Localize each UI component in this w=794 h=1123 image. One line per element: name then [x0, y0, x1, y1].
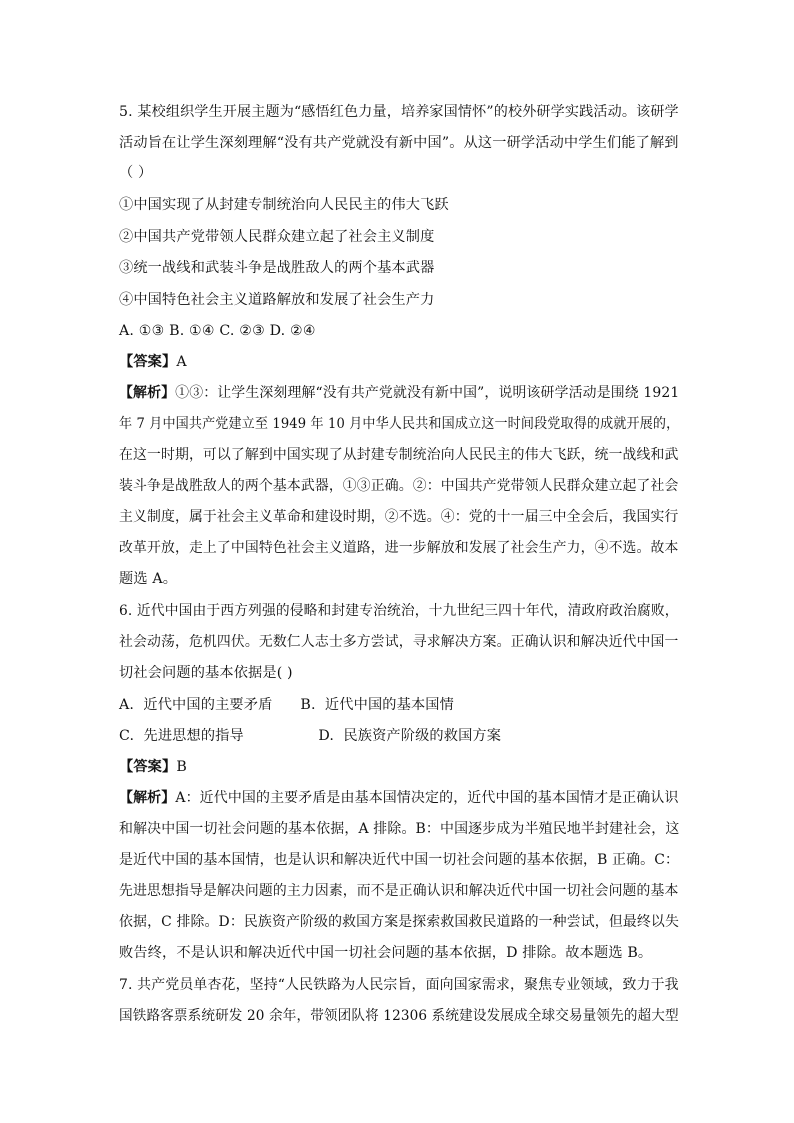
- q5-analysis-line: 在这一时期，可以了解到中国实现了从封建专制统治向人民民主的伟大飞跃，统一战线和武: [119, 447, 679, 463]
- q7-stem-line: 国铁路客票系统研发 20 余年，带领团队将 12306 系统建设发展成全球交易量领先的超大型: [119, 1008, 679, 1024]
- answer-value: B: [176, 759, 187, 775]
- q6-options-row: A. 近代中国的主要矛盾 B. 近代中国的基本国情: [119, 697, 454, 713]
- q6-analysis-line: 依据，C 排除。D：民族资产阶级的救国方案是探索救国救民道路的一种尝试，但最终以失: [119, 914, 680, 930]
- analysis-tag: 【解析】: [119, 790, 176, 806]
- q6-answer: [119, 757, 679, 777]
- q5-analysis-line: 年 7 月中国共产党建立至 1949 年 10 月中华人民共和国成立这一时间段党取得的成就开展的，: [119, 416, 680, 432]
- answer-value: A: [176, 354, 187, 370]
- q6-stem-line: 切社会问题的基本依据是( ): [119, 665, 293, 681]
- analysis-tag: 【解析】: [119, 385, 176, 401]
- q7-stem-line: 7. 共产党员单杏花，坚持“人民铁路为人民宗旨，面向国家需求，聚焦专业领域，致力于我: [119, 977, 679, 993]
- q6-analysis-line: [119, 788, 679, 808]
- q5-stem-line: 5. 某校组织学生开展主题为“感悟红色力量，培养家国情怀”的校外研学实践活动。该研学: [119, 104, 679, 120]
- q6-analysis-line: 先进思想指导是解决问题的主力因素，而不是正确认识和解决近代中国一切社会问题的基本: [119, 883, 679, 899]
- q6-stem-line: 6. 近代中国由于西方列强的侵略和封建专治统治，十九世纪三四十年代，清政府政治腐败，: [119, 603, 679, 619]
- q5-statement: ④中国特色社会主义道路解放和发展了社会生产力: [119, 292, 435, 308]
- q5-analysis-line: 装斗争是战胜敌人的两个基本武器，①③正确。②：中国共产党带领人民群众建立起了社会: [119, 478, 679, 494]
- q5-stem-blank: （ ）: [119, 165, 153, 181]
- q5-statement: ①中国实现了从封建专制统治向人民民主的伟大飞跃: [119, 197, 449, 213]
- q5-statement: ②中国共产党带领人民群众建立起了社会主义制度: [119, 229, 435, 245]
- answer-tag: 【答案】: [119, 354, 177, 370]
- q6-analysis-line: 是近代中国的基本国情，也是认识和解决近代中国一切社会问题的基本依据，B 正确。C：: [119, 852, 680, 868]
- q5-stem-line: 活动旨在让学生深刻理解“没有共产党就没有新中国”。从这一研学活动中学生们能了解到: [119, 135, 679, 151]
- analysis-text: A：近代中国的主要矛盾是由基本国情决定的，近代中国的基本国情才是正确认识: [175, 790, 679, 806]
- q5-analysis-line: 题选 A。: [119, 571, 178, 587]
- q6-stem-line: 社会动荡，危机四伏。无数仁人志士多方尝试，寻求解决方案。正确认识和解决近代中国一: [119, 634, 679, 650]
- q6-analysis-line: 和解决中国一切社会问题的基本依据，A 排除。B：中国逐步成为半殖民地半封建社会，这: [119, 821, 680, 837]
- analysis-text: ①③：让学生深刻理解“没有共产党就没有新中国”，说明该研学活动是围绕 1921: [175, 385, 680, 401]
- q5-analysis-line: 改革开放，走上了中国特色社会主义道路，进一步解放和发展了社会生产力，④不选。故本: [119, 540, 679, 556]
- q5-analysis-line: 主义制度，属于社会主义革命和建设时期，②不选。④：党的十一届三中全会后，我国实行: [119, 509, 679, 525]
- q5-statement: ③统一战线和武装斗争是战胜敌人的两个基本武器: [119, 260, 435, 276]
- q5-analysis-line: [119, 383, 680, 403]
- q6-options-row: C. 先进思想的指导 D. 民族资产阶级的救国方案: [119, 728, 502, 744]
- answer-tag: 【答案】: [119, 759, 177, 775]
- q5-options: A. ①③ B. ①④ C. ②③ D. ②④: [119, 323, 316, 339]
- q6-analysis-line: 败告终，不是认识和解决近代中国一切社会问题的基本依据，D 排除。故本题选 B。: [119, 945, 653, 961]
- q5-answer: [119, 352, 679, 372]
